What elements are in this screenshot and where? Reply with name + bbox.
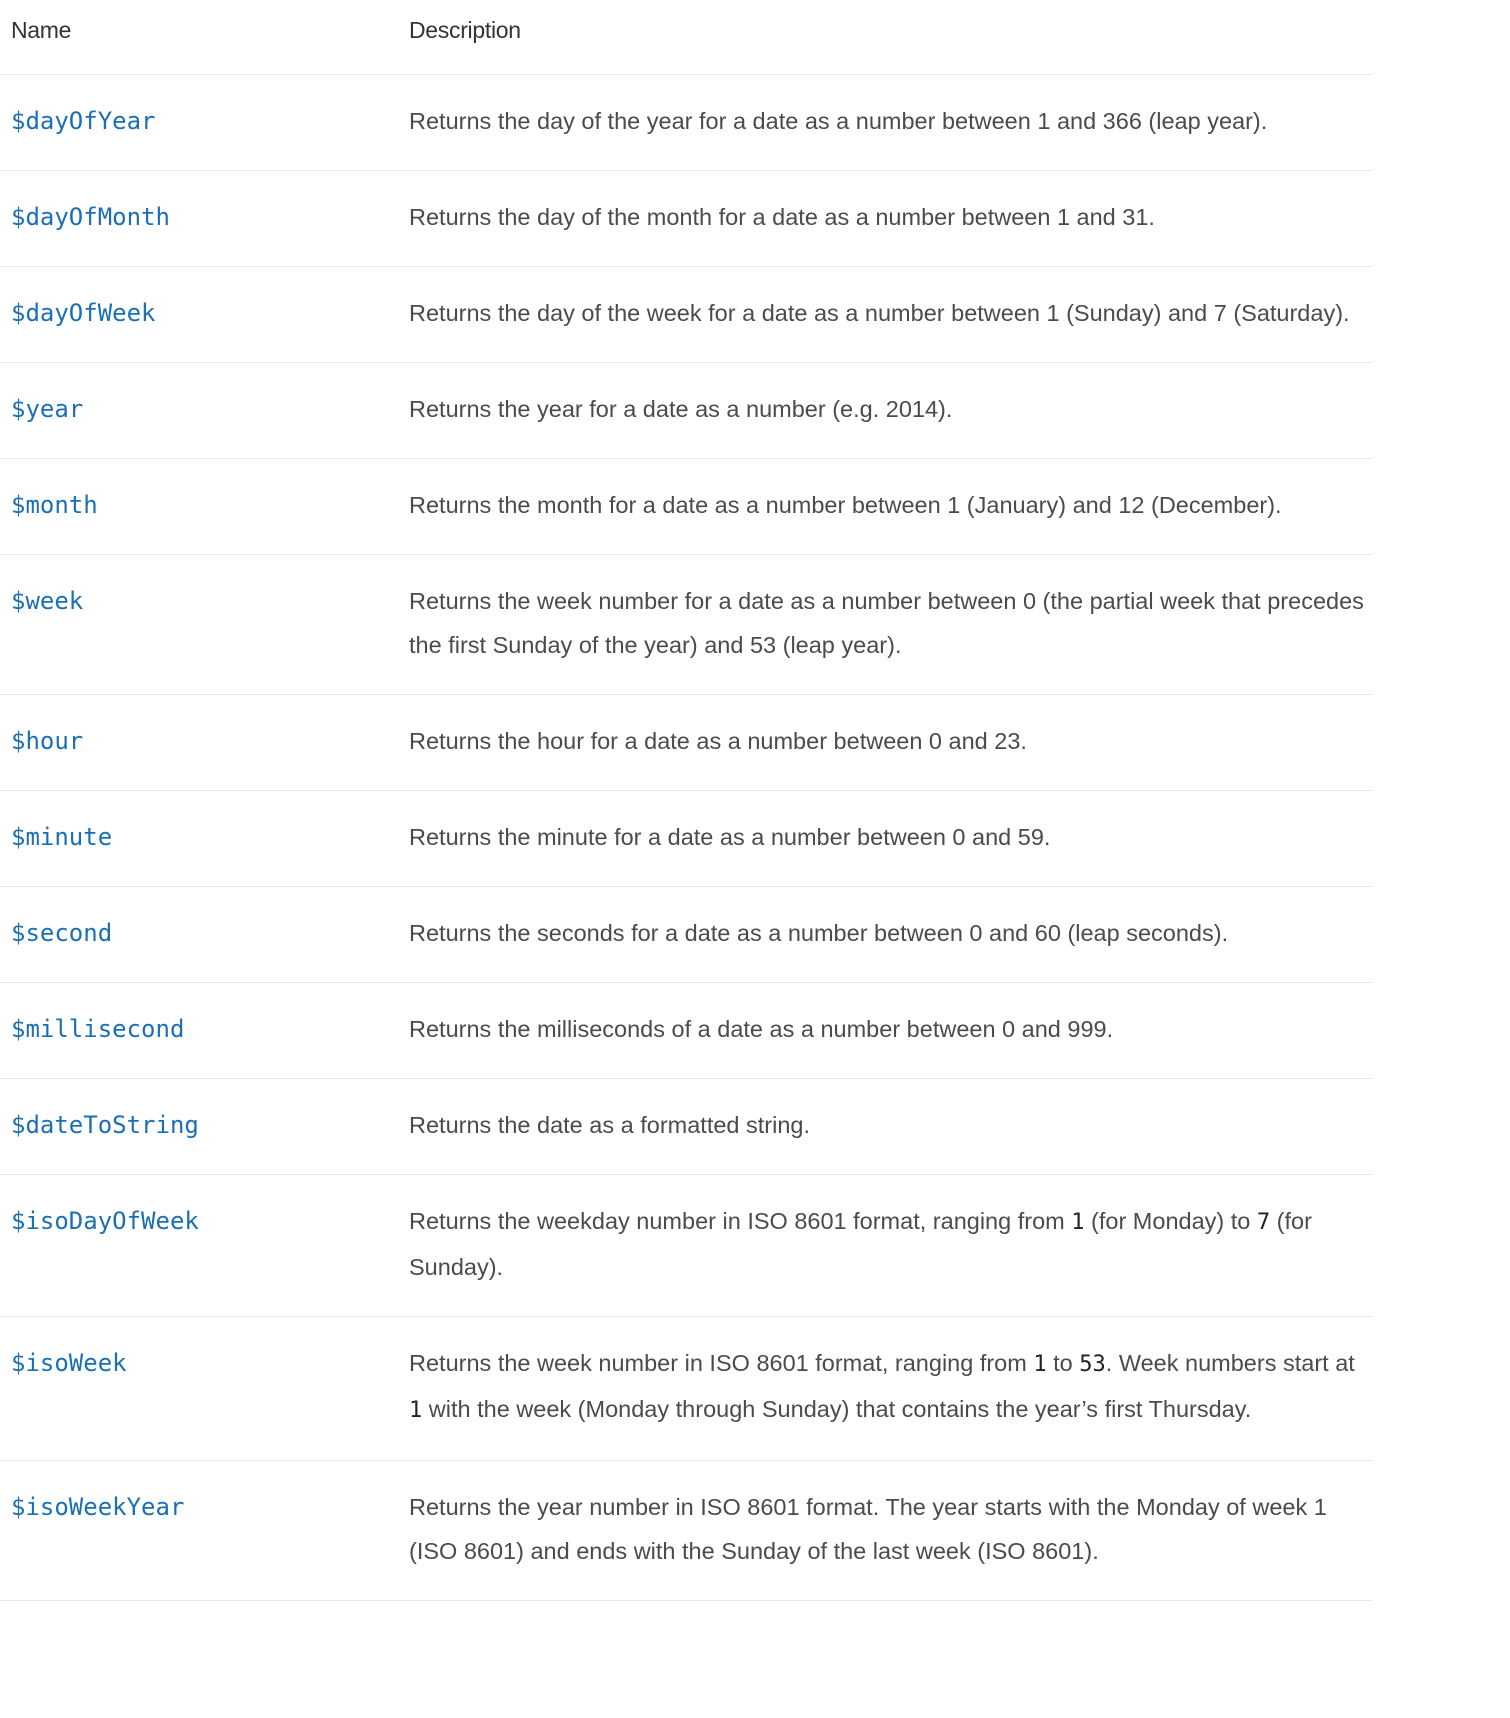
operator-link[interactable]: $isoWeekYear — [11, 1493, 185, 1521]
operator-description-cell — [409, 791, 1372, 887]
operator-link[interactable]: $year — [11, 395, 84, 423]
operator-link[interactable]: $dayOfWeek — [11, 299, 156, 327]
table-header — [0, 0, 1372, 75]
description-text: Returns the date as a formatted string. — [409, 1112, 811, 1138]
table-row — [0, 887, 1372, 983]
operator-name-cell — [0, 1461, 409, 1601]
table-row — [0, 1079, 1372, 1175]
table-row — [0, 695, 1372, 791]
table-row — [0, 1317, 1372, 1461]
inline-code-value: 7 — [1256, 1210, 1271, 1235]
description-text: Returns the week number in ISO 8601 format, ranging from — [409, 1350, 1034, 1376]
inline-code-value: 53 — [1079, 1352, 1106, 1377]
operator-link[interactable]: $minute — [11, 823, 113, 851]
table-row — [0, 75, 1372, 171]
description-text: Returns the week number for a date as a number between 0 (the partial week that precedes the first Sunday of the year) and 53 (leap year). — [409, 588, 1364, 658]
operator-description-cell — [409, 459, 1372, 555]
operator-description-cell — [409, 555, 1372, 695]
table-row — [0, 1175, 1372, 1317]
operator-name-cell — [0, 459, 409, 555]
table-row — [0, 267, 1372, 363]
operator-link[interactable]: $second — [11, 919, 113, 947]
operator-name-cell — [0, 171, 409, 267]
operator-name-cell — [0, 887, 409, 983]
table-row — [0, 363, 1372, 459]
description-text: . Week numbers start at — [1105, 1350, 1355, 1376]
operator-name-cell — [0, 267, 409, 363]
description-text: Returns the minute for a date as a number between 0 and 59. — [409, 824, 1051, 850]
table-body — [0, 75, 1372, 1601]
description-text: (for Sunday). — [409, 1208, 1312, 1280]
description-text: Returns the day of the week for a date as a number between 1 (Sunday) and 7 (Saturday). — [409, 300, 1350, 326]
operator-name-cell — [0, 695, 409, 791]
column-header-name: Name — [0, 0, 409, 75]
table-row — [0, 791, 1372, 887]
table-row — [0, 555, 1372, 695]
operator-name-cell — [0, 1317, 409, 1461]
operator-description-cell — [409, 267, 1372, 363]
inline-code-value: 1 — [1033, 1352, 1047, 1377]
operator-link[interactable]: $week — [11, 587, 84, 615]
operator-description-cell — [409, 1317, 1372, 1461]
operator-link[interactable]: $millisecond — [11, 1015, 185, 1043]
description-text: Returns the weekday number in ISO 8601 format, ranging from — [409, 1208, 1072, 1234]
description-text: to — [1046, 1350, 1080, 1376]
table-row — [0, 1461, 1372, 1601]
operator-name-cell — [0, 1175, 409, 1317]
inline-code-value: 1 — [1071, 1210, 1085, 1235]
operator-link[interactable]: $isoWeek — [11, 1349, 127, 1377]
operator-name-cell — [0, 75, 409, 171]
inline-code-value: 1 — [409, 1398, 423, 1423]
description-text: Returns the seconds for a date as a number between 0 and 60 (leap seconds). — [409, 920, 1229, 946]
operator-link[interactable]: $dayOfYear — [11, 107, 156, 135]
operator-description-cell — [409, 887, 1372, 983]
operator-link[interactable]: $dateToString — [11, 1111, 199, 1139]
description-text: Returns the year for a date as a number (e.g. 2014). — [409, 396, 953, 422]
description-text: Returns the hour for a date as a number between 0 and 23. — [409, 728, 1027, 754]
operator-name-cell — [0, 363, 409, 459]
operator-link[interactable]: $dayOfMonth — [11, 203, 170, 231]
table-row — [0, 459, 1372, 555]
description-text: Returns the month for a date as a number between 1 (January) and 12 (December). — [409, 492, 1282, 518]
header-row — [0, 0, 1372, 75]
operator-description-cell — [409, 695, 1372, 791]
description-text: Returns the milliseconds of a date as a number between 0 and 999. — [409, 1016, 1114, 1042]
operator-name-cell — [0, 555, 409, 695]
operator-description-cell — [409, 1175, 1372, 1317]
operator-description-cell — [409, 1079, 1372, 1175]
description-text: Returns the year number in ISO 8601 format. The year starts with the Monday of week 1 (ISO 8601) and ends with the Sunday of the last week (ISO 8601). — [409, 1494, 1327, 1564]
operator-name-cell — [0, 791, 409, 887]
description-text: (for Monday) to — [1084, 1208, 1257, 1234]
operator-description-cell — [409, 983, 1372, 1079]
table-row — [0, 171, 1372, 267]
column-header-description: Description — [409, 0, 1372, 75]
table-row — [0, 983, 1372, 1079]
operator-link[interactable]: $month — [11, 491, 98, 519]
operator-description-cell — [409, 75, 1372, 171]
description-text: Returns the day of the month for a date as a number between 1 and 31. — [409, 204, 1155, 230]
operator-name-cell — [0, 983, 409, 1079]
description-text: with the week (Monday through Sunday) that contains the year’s first Thursday. — [422, 1396, 1252, 1422]
operator-description-cell — [409, 171, 1372, 267]
operator-description-cell — [409, 363, 1372, 459]
description-text: Returns the day of the year for a date as a number between 1 and 366 (leap year). — [409, 108, 1268, 134]
operator-name-cell — [0, 1079, 409, 1175]
operator-link[interactable]: $hour — [11, 727, 84, 755]
operator-description-cell — [409, 1461, 1372, 1601]
operator-link[interactable]: $isoDayOfWeek — [11, 1207, 199, 1235]
